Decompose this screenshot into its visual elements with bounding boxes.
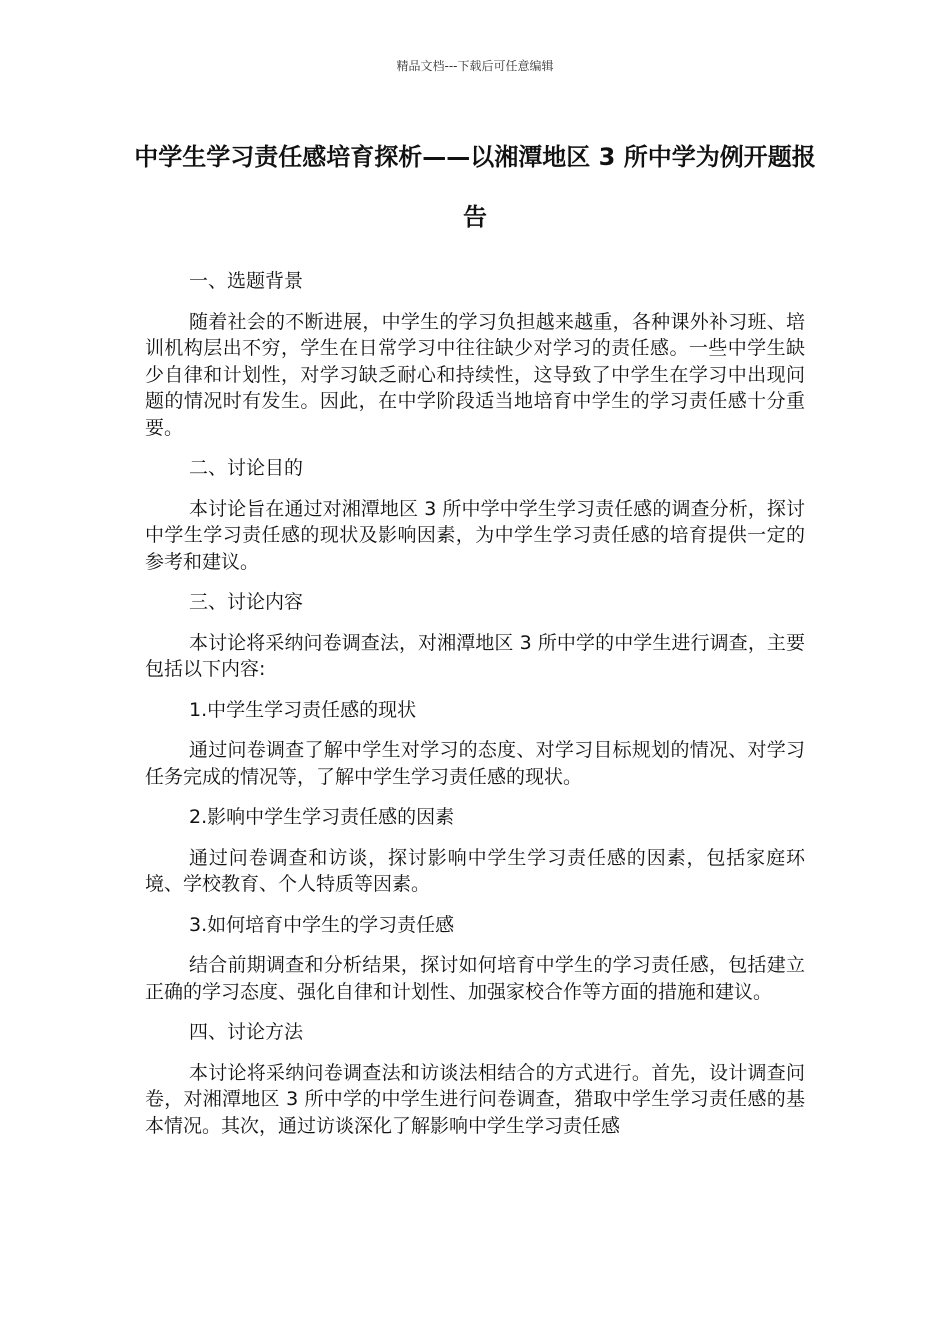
paragraph-content-intro: 本讨论将采纳问卷调查法，对湘潭地区 3 所中学的中学生进行调查，主要包括以下内容: <box>145 631 805 680</box>
document-body <box>145 268 805 1153</box>
section-heading-method: 四、讨论方法 <box>189 1021 304 1043</box>
paragraph-cultivation: 结合前期调查和分析结果，探讨如何培育中学生的学习责任感，包括建立正确的学习态度、强化自律和计划性、加强家校合作等方面的措施和建议。 <box>145 954 805 1003</box>
subheading-cultivation: 3.如何培育中学生的学习责任感 <box>189 913 455 936</box>
paragraph-method: 本讨论将采纳问卷调查法和访谈法相结合的方式进行。首先，设计调查问卷，对湘潭地区 3 所中学的中学生进行问卷调查，猎取中学生学习责任感的基本情况。其次，通过访谈深化了解影响中学生学习责任感 <box>145 1061 805 1137</box>
paragraph-status: 通过问卷调查了解中学生对学习的态度、对学习目标规划的情况、对学习任务完成的情况等，了解中学生学习责任感的现状。 <box>145 739 805 788</box>
paragraph-factors: 通过问卷调查和访谈，探讨影响中学生学习责任感的因素，包括家庭环境、学校教育、个人特质等因素。 <box>145 846 805 895</box>
section-heading-content: 三、讨论内容 <box>189 591 304 613</box>
section-heading-background: 一、选题背景 <box>189 270 304 292</box>
paragraph-background: 随着社会的不断进展，中学生的学习负担越来越重，各种课外补习班、培训机构层出不穷，学生在日常学习中往往缺少对学习的责任感。一些中学生缺少自律和计划性，对学习缺乏耐心和持续性，这导致了中学生在学习中出现问题的情况时有发生。因此，在中学阶段适当地培育中学生的学习责任感十分重要。 <box>145 310 805 439</box>
subheading-factors: 2.影响中学生学习责任感的因素 <box>189 806 455 828</box>
subheading-status: 1.中学生学习责任感的现状 <box>189 698 417 721</box>
document-title: 中学生学习责任感培育探析——以湘潭地区 3 所中学为例开题报告 <box>134 143 816 231</box>
section-heading-purpose: 二、讨论目的 <box>189 457 304 479</box>
paragraph-purpose: 本讨论旨在通过对湘潭地区 3 所中学中学生学习责任感的调查分析，探讨中学生学习责任感的现状及影响因素，为中学生学习责任感的培育提供一定的参考和建议。 <box>145 497 805 573</box>
header-note: 精品文档---下载后可任意编辑 <box>396 59 554 73</box>
